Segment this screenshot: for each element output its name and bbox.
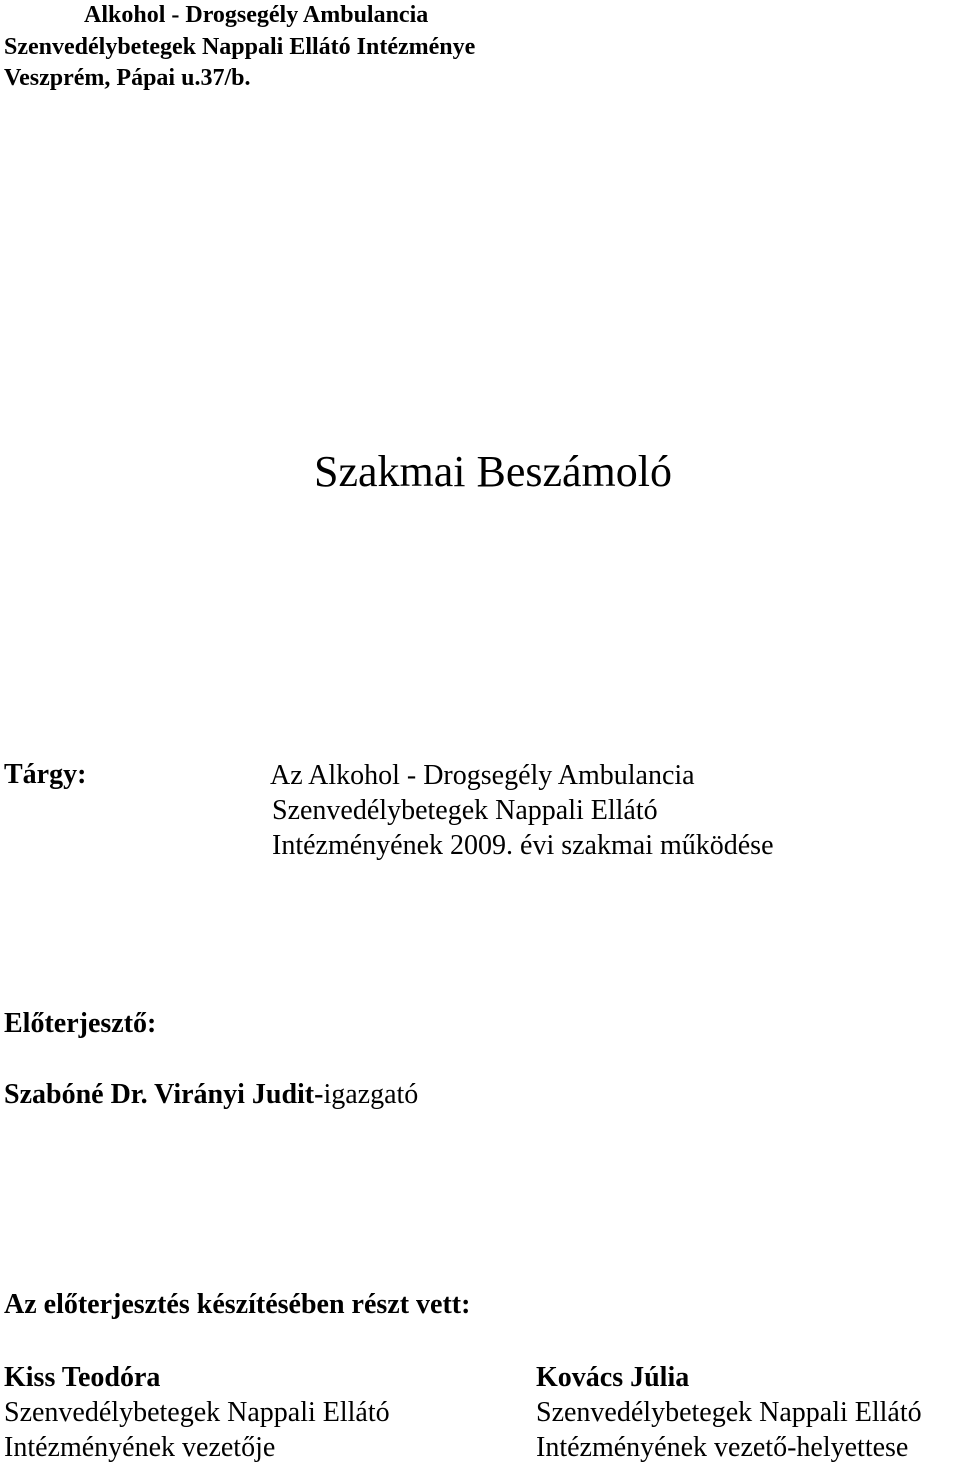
presenter-name: Szabóné Dr. Virányi Judit- [4, 1079, 324, 1110]
contributors-label: Az előterjesztés készítésében részt vett: [4, 1289, 471, 1320]
subject-line: Az Alkohol - Drogsegély Ambulancia [270, 760, 695, 791]
institution-address: Veszprém, Pápai u.37/b. [4, 65, 251, 91]
subject-label: Tárgy: [4, 759, 87, 790]
document-title: Szakmai Beszámoló [313, 447, 672, 496]
contributor-position: Intézményének vezető-helyettese [536, 1432, 909, 1463]
institution-subtitle: Szenvedélybetegek Nappali Ellátó Intézménye [4, 34, 476, 60]
contributor-name: Kovács Júlia [536, 1362, 690, 1393]
institution-name: Alkohol - Drogsegély Ambulancia [84, 2, 429, 28]
subject-line: Intézményének 2009. évi szakmai működése [272, 830, 774, 861]
contributor-block [536, 1360, 922, 1465]
contributor-position: Intézményének vezetője [4, 1432, 276, 1463]
presenter-label: Előterjesztő: [4, 1008, 157, 1039]
contributor-unit: Szenvedélybetegek Nappali Ellátó [536, 1397, 922, 1428]
contributor-block [4, 1360, 390, 1465]
subject-text [272, 758, 774, 863]
presenter [4, 1078, 418, 1112]
contributor-unit: Szenvedélybetegek Nappali Ellátó [4, 1397, 390, 1428]
contributor-name: Kiss Teodóra [4, 1362, 161, 1393]
presenter-role: igazgató [323, 1079, 419, 1110]
subject-line: Szenvedélybetegek Nappali Ellátó [272, 795, 658, 826]
